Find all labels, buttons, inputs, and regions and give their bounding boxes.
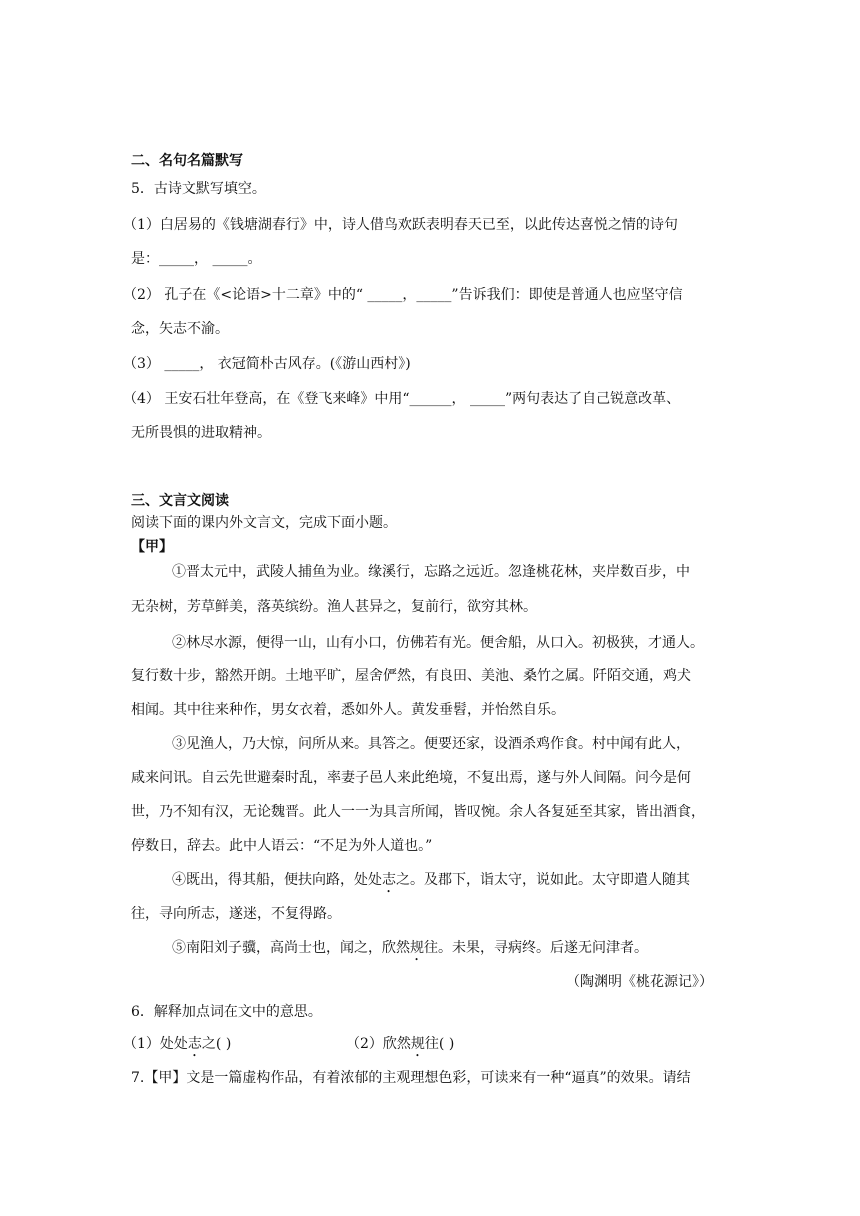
dotted-word-gui: 规 [410,940,424,956]
question-5-2-line1: （2） 孔子在《<论语>十二章》中的“ _____，_____”告诉我们：即使是普通人也应坚守信 [123,287,683,303]
q6-2-dotted-word: 规 [410,1036,425,1052]
passage-p2-line3: 相闻。其中往来种作，男女衣着，悉如外人。黄发垂髫，并怡然自乐。 [131,702,565,718]
passage-p1-line2: 无杂树，芳草鲜美，落英缤纷。渔人甚异之，复前行，欲穷其林。 [131,599,537,615]
q6-2-post: 往( ) [424,1036,455,1052]
passage-p2-line2: 复行数十步，豁然开朗。土地平旷，屋舍俨然，有良田、美池、桑竹之属。阡陌交通，鸡犬 [131,668,691,684]
question-5-1-line1: （1）白居易的《钱塘湖春行》中，诗人借鸟欢跃表明春天已至，以此传达喜悦之情的诗句 [123,217,678,233]
passage-p3-line1: ③见渔人，乃大惊，问所从来。具答之。便要还家，设酒杀鸡作食。村中闻有此人， [172,736,690,752]
p4-post: 之。及郡下，诣太守，说如此。太守即遣人随其 [396,872,690,888]
q6-1-post: 之( ) [201,1036,232,1052]
passage-p1-line1: ①晋太元中，武陵人捕鱼为业。缘溪行，忘路之远近。忽逢桃花林，夹岸数百步，中 [172,564,690,580]
section-heading-classical: 三、文言文阅读 [131,493,229,509]
question-5-4-line2: 无所畏惧的进取精神。 [131,425,271,441]
question-6-2 [346,1034,454,1060]
reading-intro: 阅读下面的课内外文言文，完成下面小题。 [131,515,397,531]
question-7: 7.【甲】文是一篇虚构作品，有着浓郁的主观理想色彩，可读来有一种“逼真”的效果。请结 [131,1070,691,1086]
question-5-1-line2: 是：_____， _____。 [131,251,262,267]
passage-p2-line1: ②林尽水源，便得一山，山有小口，仿佛若有光。便舍船，从口入。初极狭，才通人。 [172,635,704,651]
passage-p3-line4: 停数日，辞去。此中人语云：“不足为外人道也。” [131,838,433,854]
passage-source: （陶渊明《桃花源记》） [566,974,713,990]
question-6-title: 6．解释加点词在文中的意思。 [131,1004,322,1020]
q6-1-pre: （1）处处 [123,1036,188,1052]
question-5-2-line2: 念，矢志不渝。 [131,321,229,337]
p5-post: 往。未果，寻病终。后遂无问津者。 [424,940,648,956]
q6-1-dotted-word: 志 [187,1036,202,1052]
q6-2-pre: （2）欣然 [346,1036,411,1052]
passage-p5-line1 [172,938,648,964]
passage-p4-line2: 往，寻向所志，遂迷，不复得路。 [131,906,341,922]
passage-p3-line2: 咸来问讯。自云先世避秦时乱，率妻子邑人来此绝境，不复出焉，遂与外人间隔。问今是何 [131,770,691,786]
question-5-title: 5．古诗文默写填空。 [131,181,266,197]
question-5-4-line1: （4） 王安石壮年登高，在《登飞来峰》中用“______， _____”两句表达了自己锐意改革、 [123,391,681,407]
question-5-3: （3） _____， 衣冠简朴古风存。(《游山西村》) [123,356,411,372]
question-6-1 [123,1034,231,1060]
passage-p4-line1 [172,870,690,896]
dotted-word-zhi: 志 [382,872,396,888]
passage-jia-label: 【甲】 [131,539,173,555]
passage-p3-line3: 世，乃不知有汉，无论魏晋。此人一一为具言所闻，皆叹惋。余人各复延至其家，皆出酒食， [131,804,705,820]
p5-pre: ⑤南阳刘子骥，高尚士也，闻之，欣然 [172,940,410,956]
section-heading-recitation: 二、名句名篇默写 [131,153,243,169]
p4-pre: ④既出，得其船，便扶向路，处处 [172,872,382,888]
